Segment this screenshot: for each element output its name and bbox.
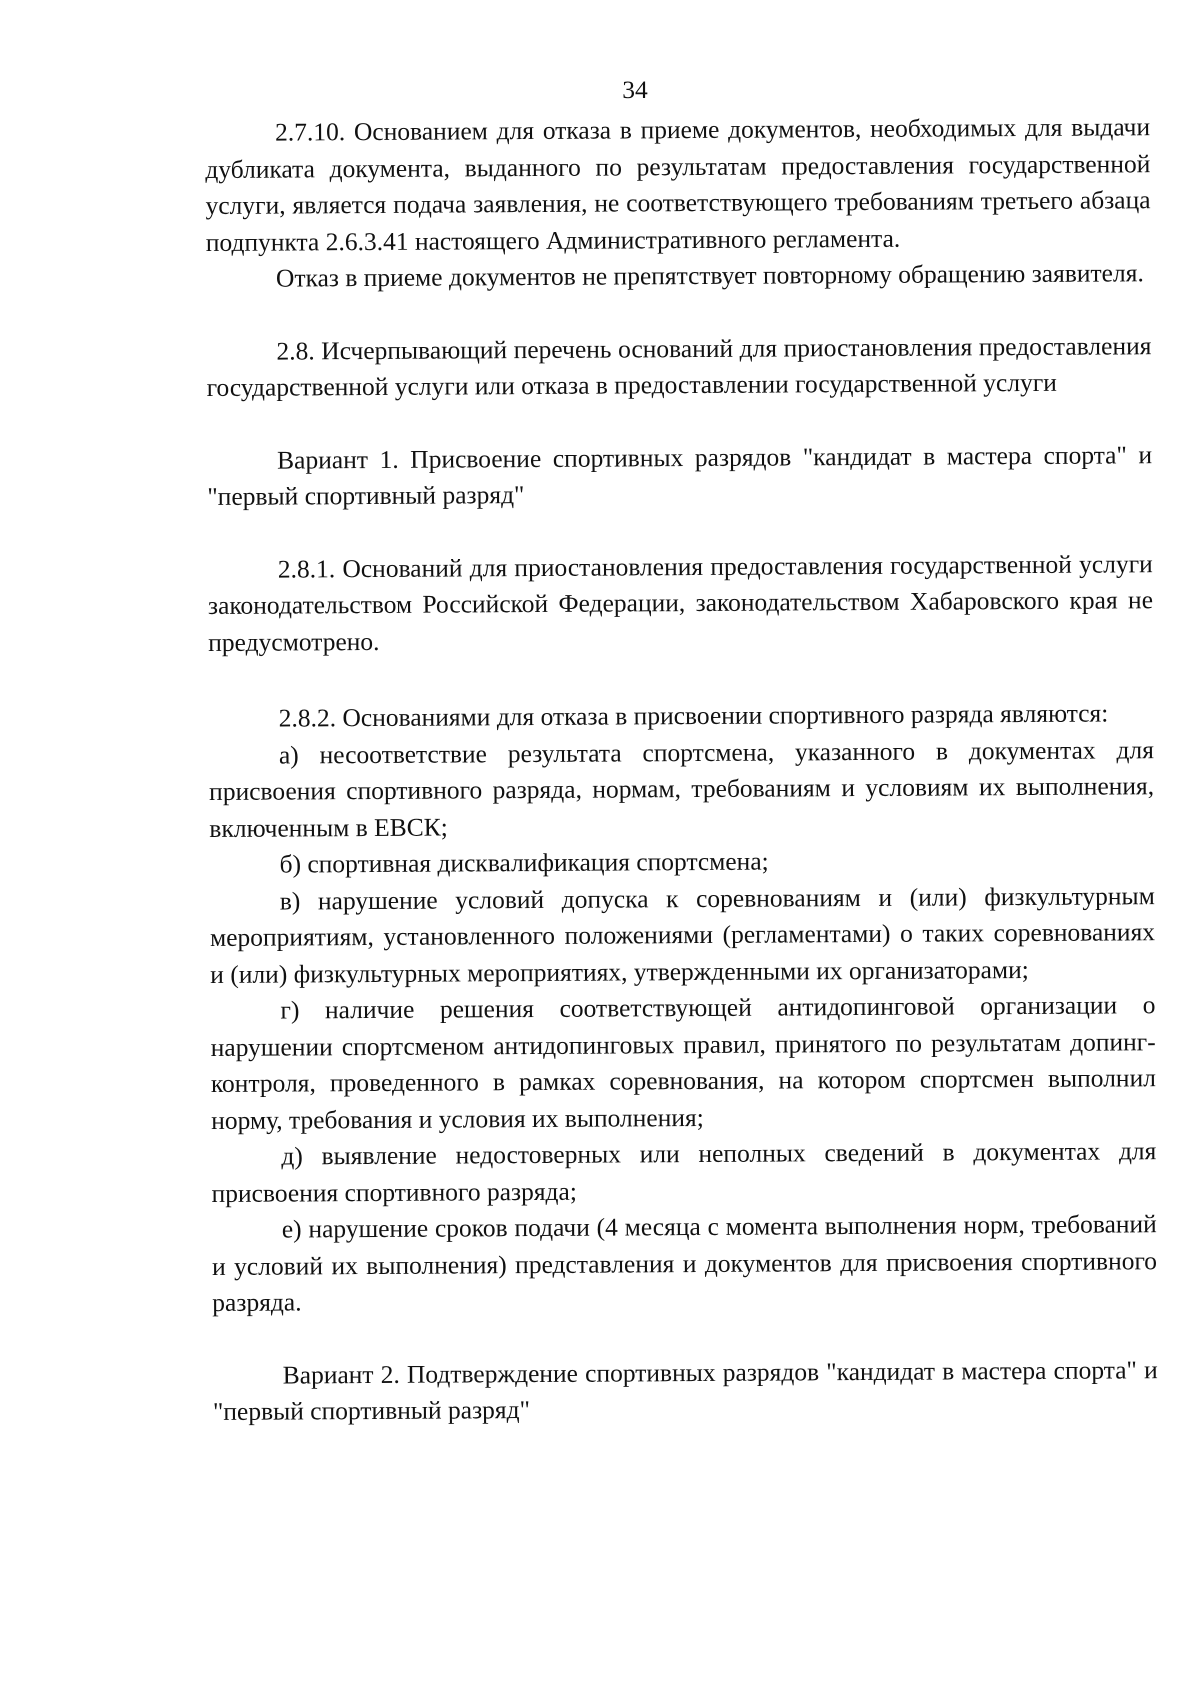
page-number: 34	[622, 75, 648, 104]
list-item-v: в) нарушение условий допуска к соревнованиям и (или) физкультурным мероприятиям, установленного положениями (регламентами) о таких соревнованиях и (или) физкультурных мероприятиях, утвержденными их организаторами;	[209, 880, 1156, 989]
variant-1-heading: Вариант 1. Присвоение спортивных разрядов "кандидат в мастера спорта" и "первый спортивный разряд"	[207, 439, 1153, 511]
document-body	[205, 109, 1158, 1430]
paragraph-2-8-2: 2.8.2. Основаниями для отказа в присвоении спортивного разряда являются:	[278, 698, 1109, 733]
paragraph-2-7-10: 2.7.10. Основанием для отказа в приеме документов, необходимых для выдачи дубликата документа, выданного по результатам предоставления государственной услуги, является подача заявления, не соответствующего требованиям третьего абзаца подпункта 2.6.3.41 настоящего Административного регламента.	[205, 112, 1151, 257]
paragraph-refusal-note: Отказ в приеме документов не препятствует повторному обращению заявителя.	[275, 258, 1144, 293]
variant-2-heading: Вариант 2. Подтверждение спортивных разрядов "кандидат в мастера спорта" и "первый спортивный разряд"	[212, 1354, 1158, 1426]
section-heading-2-8: 2.8. Исчерпывающий перечень оснований для приостановления предоставления государственной услуги или отказа в предоставлении государственной услуги	[206, 330, 1152, 402]
list-item-g: г) наличие решения соответствующей антидопинговой организации о нарушении спортсменом антидопинговых правил, принятого по результатам допинг-контроля, проведенного в рамках соревнования, на котором спортсмен выполнил норму, требования и условия их выполнения;	[210, 990, 1156, 1135]
list-item-a: а) несоответствие результата спортсмена, указанного в документах для присвоения спортивного разряда, нормам, требованиям и условиям их выполнения, включенным в ЕВСК;	[209, 734, 1155, 843]
list-item-d: д) выявление недостоверных или неполных сведений в документах для присвоения спортивного разряда;	[211, 1136, 1157, 1208]
paragraph-2-8-1: 2.8.1. Оснований для приостановления предоставления государственной услуги законодательством Российской Федерации, законодательством Хабаровского края не предусмотрено.	[207, 548, 1154, 657]
list-item-e: е) нарушение сроков подачи (4 месяца с момента выполнения норм, требований и условий их выполнения) представления и документов для присвоения спортивного разряда.	[211, 1209, 1158, 1317]
list-item-b: б) спортивная дисквалификация спортсмена;	[279, 846, 769, 879]
